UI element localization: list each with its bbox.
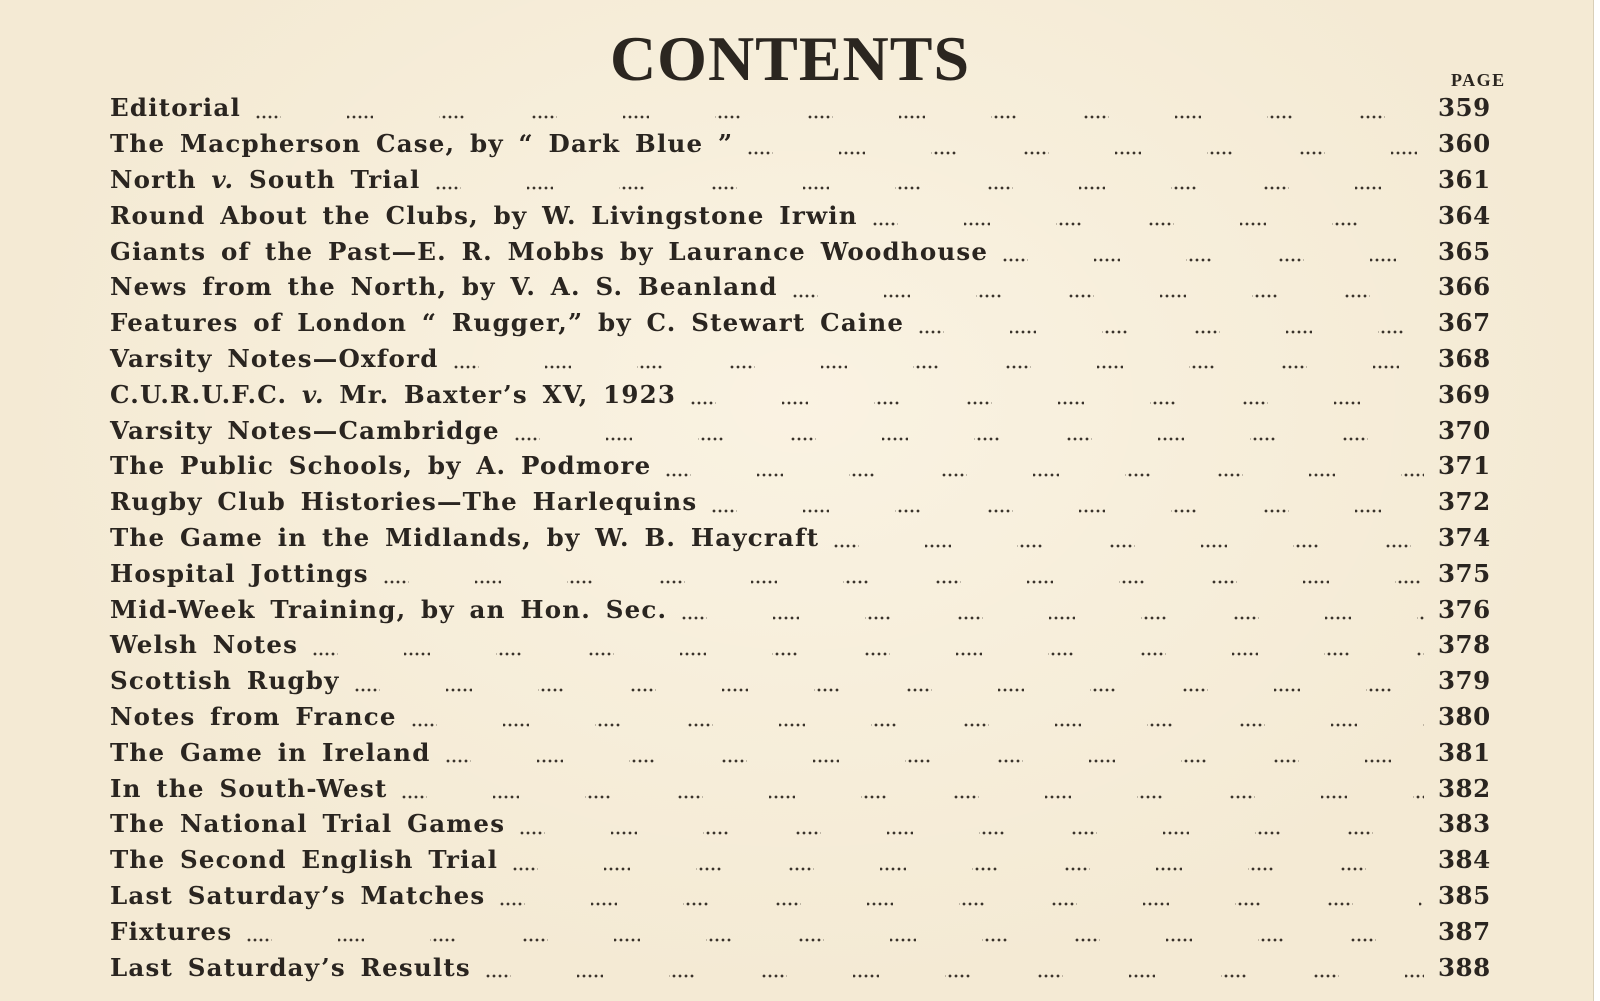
toc-entry — [110, 949, 1510, 985]
toc-entry — [110, 126, 1510, 162]
toc-entry — [110, 412, 1510, 448]
table-of-contents — [110, 90, 1510, 985]
toc-entry-title: The Public Schools, by A. Podmore — [110, 451, 652, 481]
toc-entry-page: 366 — [1438, 272, 1491, 302]
dot-leader — [918, 311, 1424, 335]
dot-leader — [435, 167, 1424, 191]
dot-leader — [246, 919, 1424, 943]
dot-leader — [255, 96, 1424, 120]
dot-leader — [1002, 239, 1424, 263]
toc-entry-page: 372 — [1438, 487, 1491, 517]
toc-entry-page: 370 — [1438, 415, 1491, 445]
toc-entry-page: 382 — [1438, 773, 1491, 803]
toc-entry-title: Fixtures — [110, 916, 233, 946]
dot-leader — [792, 275, 1424, 299]
toc-entry-title: North v. South Trial — [110, 164, 421, 194]
toc-entry-page: 368 — [1438, 343, 1491, 373]
toc-entry-page: 365 — [1438, 236, 1491, 266]
toc-entry-page: 384 — [1438, 845, 1491, 875]
toc-entry-title: In the South-West — [110, 773, 388, 803]
toc-entry-page: 380 — [1438, 701, 1491, 731]
dot-leader — [833, 525, 1424, 549]
dot-leader — [747, 132, 1424, 156]
toc-entry — [110, 162, 1510, 198]
toc-entry-title: The Second English Trial — [110, 845, 499, 875]
toc-entry-page: 359 — [1438, 93, 1491, 123]
toc-entry-title: Features of London “ Rugger,” by C. Stewart Caine — [110, 308, 905, 338]
toc-entry-title: Last Saturday’s Results — [110, 952, 471, 982]
toc-entry-title: Round About the Clubs, by W. Livingstone Irwin — [110, 200, 858, 230]
toc-entry-title: Mid-Week Training, by an Hon. Sec. — [110, 594, 668, 624]
toc-entry-title: Hospital Jottings — [110, 558, 369, 588]
toc-entry — [110, 734, 1510, 770]
toc-entry-title: Editorial — [110, 93, 241, 123]
page-column-label: PAGE — [1451, 70, 1506, 90]
page-title — [0, 22, 1600, 96]
toc-entry — [110, 699, 1510, 735]
toc-entry — [110, 197, 1510, 233]
toc-entry-title: The Macpherson Case, by “ Dark Blue ” — [110, 129, 734, 159]
dot-leader — [383, 561, 1424, 585]
toc-entry — [110, 842, 1510, 878]
dot-leader — [514, 418, 1424, 442]
dot-leader — [453, 346, 1424, 370]
toc-entry — [110, 806, 1510, 842]
toc-entry — [110, 913, 1510, 949]
toc-entry-title: News from the North, by V. A. S. Beanland — [110, 272, 778, 302]
toc-entry-page: 371 — [1438, 451, 1491, 481]
toc-entry — [110, 484, 1510, 520]
dot-leader — [681, 597, 1424, 621]
toc-entry-page: 387 — [1438, 916, 1491, 946]
dot-leader — [872, 203, 1424, 227]
dot-leader — [512, 848, 1424, 872]
toc-entry-page: 367 — [1438, 308, 1491, 338]
toc-entry-title: Notes from France — [110, 701, 397, 731]
toc-entry — [110, 376, 1510, 412]
toc-entry-title: Varsity Notes—Cambridge — [110, 415, 500, 445]
toc-entry — [110, 233, 1510, 269]
dot-leader — [499, 883, 1424, 907]
dot-leader — [485, 955, 1424, 979]
dot-leader — [354, 669, 1425, 693]
toc-entry — [110, 878, 1510, 914]
dot-leader — [411, 704, 1424, 728]
toc-entry — [110, 90, 1510, 126]
dot-leader — [401, 776, 1424, 800]
toc-entry-title: Giants of the Past—E. R. Mobbs by Laurance Woodhouse — [110, 236, 989, 266]
toc-entry — [110, 269, 1510, 305]
dot-leader — [312, 633, 1424, 657]
toc-entry — [110, 591, 1510, 627]
versus-abbrev: v. — [211, 164, 235, 194]
toc-entry — [110, 341, 1510, 377]
toc-entry-title: The National Trial Games — [110, 809, 506, 839]
toc-entry-page: 369 — [1438, 379, 1491, 409]
toc-entry-title: Scottish Rugby — [110, 666, 340, 696]
toc-entry-page: 374 — [1438, 522, 1491, 552]
toc-entry-page: 379 — [1438, 666, 1491, 696]
toc-entry — [110, 663, 1510, 699]
dot-leader — [445, 740, 1424, 764]
toc-entry — [110, 627, 1510, 663]
toc-entry — [110, 448, 1510, 484]
toc-entry — [110, 520, 1510, 556]
toc-entry — [110, 555, 1510, 591]
toc-entry-page: 361 — [1438, 164, 1491, 194]
dot-leader — [690, 382, 1424, 406]
toc-entry — [110, 305, 1510, 341]
toc-entry-page: 385 — [1438, 880, 1491, 910]
toc-entry — [110, 770, 1510, 806]
toc-entry-page: 388 — [1438, 952, 1491, 982]
dot-leader — [519, 812, 1424, 836]
versus-abbrev: v. — [301, 379, 325, 409]
toc-entry-title: Welsh Notes — [110, 630, 299, 660]
toc-entry-page: 381 — [1438, 737, 1491, 767]
toc-entry-title: The Game in the Midlands, by W. B. Haycraft — [110, 522, 820, 552]
toc-entry-page: 375 — [1438, 558, 1491, 588]
toc-entry-title: Varsity Notes—Oxford — [110, 343, 439, 373]
toc-entry-page: 376 — [1438, 594, 1491, 624]
page-title-text: CONTENTS — [609, 23, 971, 94]
toc-entry-page: 360 — [1438, 129, 1491, 159]
toc-entry-page: 364 — [1438, 200, 1491, 230]
page-edge — [1593, 0, 1600, 1001]
toc-entry-title: Rugby Club Histories—The Harlequins — [110, 487, 698, 517]
toc-entry-title: The Game in Ireland — [110, 737, 431, 767]
toc-entry-title: C.U.R.U.F.C. v. Mr. Baxter’s XV, 1923 — [110, 379, 677, 409]
dot-leader — [665, 454, 1424, 478]
dot-leader — [711, 490, 1424, 514]
toc-entry-page: 383 — [1438, 809, 1491, 839]
toc-entry-page: 378 — [1438, 630, 1491, 660]
toc-entry-title: Last Saturday’s Matches — [110, 880, 486, 910]
